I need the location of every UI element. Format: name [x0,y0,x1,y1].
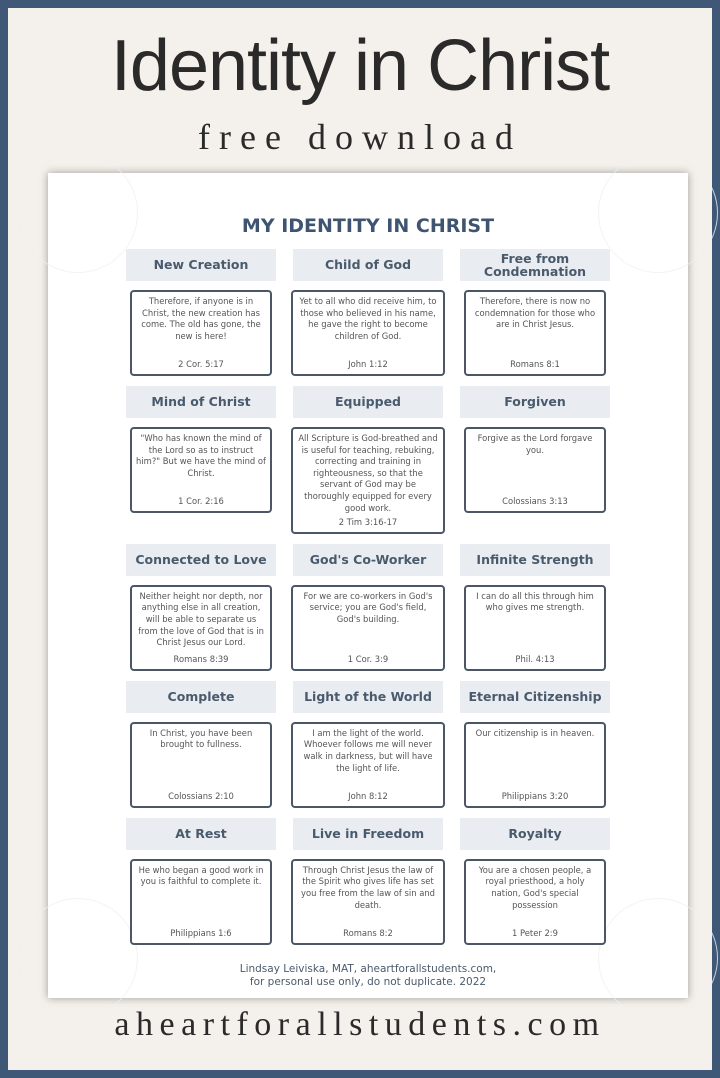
identity-card [460,544,610,671]
verse-reference: Romans 8:2 [343,928,393,939]
identity-card [288,681,448,808]
verse-reference: Colossians 3:13 [502,496,568,507]
credit-line: for personal use only, do not duplicate. 2022 [249,976,487,989]
sheet-title: MY IDENTITY IN CHRIST [241,215,495,237]
card-label: Royalty [460,818,610,850]
verse-text: You are a chosen people, a royal priesthood, a holy nation, God's special possession [478,864,592,910]
verse-text: Forgive as the Lord forgave you. [477,433,593,455]
leaf-decoration-icon [18,153,138,273]
identity-card [126,681,276,808]
card-label: Eternal Citizenship [460,681,610,713]
verse-text: I can do all this through him who gives me strength. [476,590,594,613]
poster [8,8,712,1070]
verse-box [464,585,606,671]
verse-reference: Romans 8:39 [173,654,229,665]
credit-line: Lindsay Leiviska, MAT, aheartforallstudents.com, [239,962,497,975]
verse-box [291,722,445,808]
identity-card [288,544,448,671]
website-footer: aheartforallstudents.com [114,1006,606,1043]
verse-reference: 1 Cor. 3:9 [347,654,389,665]
identity-card [460,818,610,945]
card-label: Complete [126,681,276,713]
poster-subtitle: free download [198,117,522,157]
card-label: Live in Freedom [293,818,443,850]
verse-reference: 1 Cor. 2:16 [178,496,224,507]
verse-text: In Christ, you have been brought to fullness. [149,727,253,750]
verse-box [130,722,272,808]
card-label: Child of God [293,249,443,281]
verse-box [291,859,445,945]
identity-card [288,386,448,534]
verse-text: Therefore, there is now no condemnation for those who are in Christ Jesus. [474,296,596,330]
verse-box [464,722,606,808]
leaf-decoration-icon [598,153,718,273]
card-label: At Rest [126,818,276,850]
card-label: God's Co-Worker [293,544,443,576]
verse-reference: 2 Tim 3:16-17 [338,517,398,528]
verse-text: All Scripture is God-breathed and is useful for teaching, rebuking, correcting and training in righteousness, so that the servant of God may be thoroughly equipped for every good work. [298,433,438,513]
verse-box [130,427,272,513]
verse-reference: John 8:12 [348,791,388,802]
verse-box [464,859,606,945]
verse-text: Yet to all who did receive him, to those who believed in his name, he gave the right to become children of God. [299,296,437,341]
identity-card [126,249,276,376]
verse-reference: Colossians 2:10 [168,791,234,802]
leaf-decoration-icon [598,898,718,1018]
verse-box [130,290,272,376]
credit [48,963,688,990]
verse-text: I am the light of the world. Whoever follows me will never walk in darkness, but will have the light of life. [303,727,433,773]
card-label: Forgiven [460,386,610,418]
verse-reference: Philippians 1:6 [170,928,232,939]
verse-reference: Phil. 4:13 [515,654,555,665]
identity-card [288,249,448,376]
printable-sheet [48,173,688,998]
verse-box [291,290,445,376]
verse-box [130,585,272,671]
verse-box [130,859,272,945]
verse-box [464,290,606,376]
verse-text: Our citizenship is in heaven. [475,727,595,738]
identity-card [126,544,276,671]
leaf-decoration-icon [18,898,138,1018]
verse-reference: John 1:12 [348,359,388,370]
poster-title: Identity in Christ [110,26,610,106]
card-label: Connected to Love [126,544,276,576]
verse-box [464,427,606,513]
verse-text: Through Christ Jesus the law of the Spirit who gives life has set you free from the law of sin and death. [301,864,435,910]
identity-card [126,386,276,513]
verse-text: He who began a good work in you is faithful to complete it. [138,864,264,887]
verse-text: For we are co-workers in God's service; you are God's field, God's building. [303,590,433,624]
identity-card-grid [126,249,610,945]
verse-reference: Romans 8:1 [510,359,560,370]
identity-card [126,818,276,945]
identity-card [460,386,610,513]
card-label: Mind of Christ [126,386,276,418]
verse-reference: 2 Cor. 5:17 [178,359,224,370]
verse-text: Neither height nor depth, nor anything else in all creation, will be able to separate us from the love of God that is in Christ Jesus our Lord. [138,590,264,648]
verse-text: "Who has known the mind of the Lord so as to instruct him?" But we have the mind of Christ. [136,433,266,478]
verse-reference: 1 Peter 2:9 [512,928,558,939]
card-label: Infinite Strength [460,544,610,576]
card-label: Light of the World [293,681,443,713]
verse-text: Therefore, if anyone is in Christ, the new creation has come. The old has gone, the new is here! [141,296,261,341]
verse-box [291,585,445,671]
card-label: Equipped [293,386,443,418]
identity-card [460,249,610,376]
identity-card [460,681,610,808]
verse-box [291,427,445,534]
verse-reference: Philippians 3:20 [501,791,569,802]
card-label: New Creation [126,249,276,281]
identity-card [288,818,448,945]
card-label: Free from Condemnation [460,249,610,281]
